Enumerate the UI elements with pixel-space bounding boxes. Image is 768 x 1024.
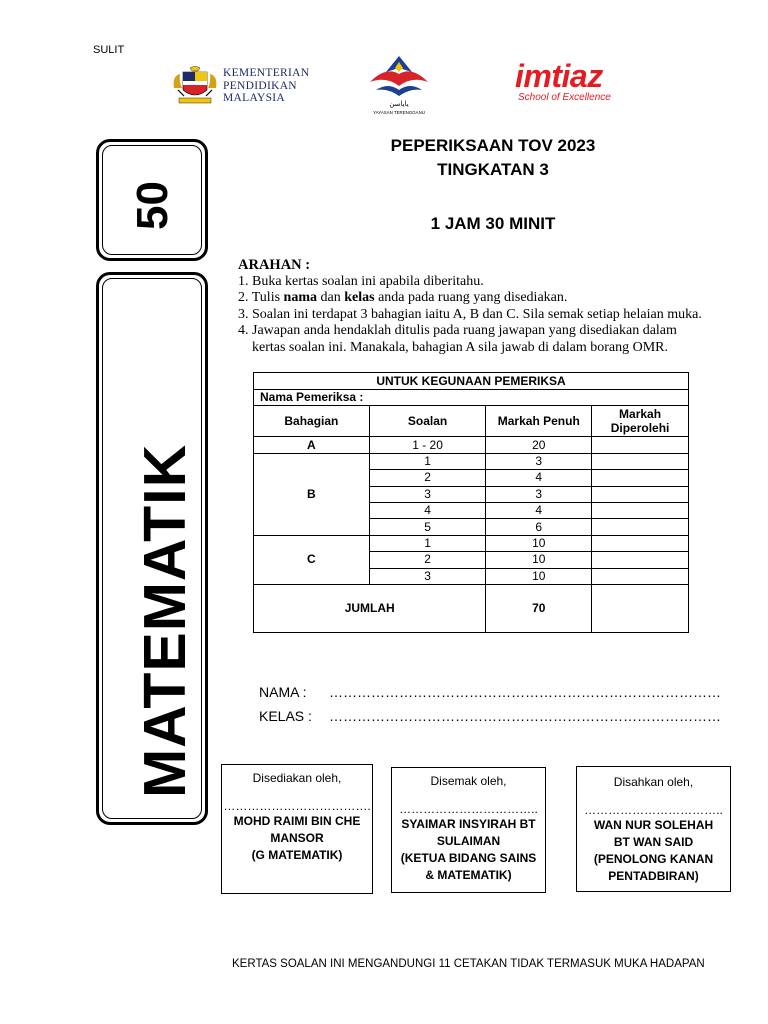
marks-cell: 6 xyxy=(486,519,592,535)
form-title: TINGKATAN 3 xyxy=(437,160,549,179)
obtained-cell[interactable] xyxy=(592,437,689,453)
col-header: Bahagian xyxy=(254,406,370,437)
bold-kelas: kelas xyxy=(344,290,375,306)
paper-code: 50 xyxy=(128,181,177,230)
instructions-title: ARAHAN : xyxy=(238,257,311,273)
question-cell: 1 xyxy=(369,535,486,551)
table-title: UNTUK KEGUNAAN PEMERIKSA xyxy=(254,373,689,390)
nama-line[interactable]: ………………………………………………………………………… xyxy=(329,684,721,700)
examiner-name-field[interactable]: Nama Pemeriksa : xyxy=(254,390,689,406)
obtained-cell[interactable] xyxy=(592,535,689,551)
obtained-cell[interactable] xyxy=(592,502,689,518)
kpm-line: MALAYSIA xyxy=(223,92,286,104)
total-row xyxy=(254,584,689,632)
prepared-by-box xyxy=(221,764,373,894)
kpm-crest-logo xyxy=(170,66,220,106)
subject-title: MATEMATIK xyxy=(132,443,198,798)
question-cell: 4 xyxy=(369,502,486,518)
total-label: JUMLAH xyxy=(254,584,486,632)
sig-role: Disemak oleh, xyxy=(430,774,507,788)
marks-cell: 3 xyxy=(486,453,592,469)
question-cell: 1 xyxy=(369,453,486,469)
svg-text:ﻳﺎﻳﺎﺳﻦ: ﻳﺎﻳﺎﺳﻦ xyxy=(389,100,409,108)
imtiaz-wordmark: imtiaz xyxy=(515,58,603,94)
exam-duration: 1 JAM 30 MINIT xyxy=(430,214,556,233)
table-row xyxy=(254,437,689,453)
nama-row[interactable] xyxy=(259,680,721,704)
sig-name-line: & MATEMATIK) xyxy=(425,868,512,882)
table-row xyxy=(254,535,689,551)
instruction-item: 2. Tulis nama dan kelas anda pada ruang yang disediakan. xyxy=(238,290,568,306)
total-obtained-cell[interactable] xyxy=(592,584,689,632)
marks-cell: 10 xyxy=(486,568,592,584)
sig-name-line: (KETUA BIDANG SAINS xyxy=(400,851,537,865)
sig-name-line: SULAIMAN xyxy=(436,834,501,848)
sig-name-line: WAN NUR SOLEHAH xyxy=(593,818,714,832)
imtiaz-tagline: School of Excellence xyxy=(518,92,611,103)
instructions xyxy=(238,257,702,357)
question-cell: 2 xyxy=(369,470,486,486)
obtained-cell[interactable] xyxy=(592,552,689,568)
col-header: Markah Penuh xyxy=(486,406,592,437)
instruction-item: 1. Buka kertas soalan ini apabila diberitahu. xyxy=(238,273,484,289)
marks-cell: 3 xyxy=(486,486,592,502)
sig-line: …………………………….. xyxy=(399,802,538,816)
sig-name-line: BT WAN SAID xyxy=(613,835,694,849)
marks-cell: 10 xyxy=(486,552,592,568)
kpm-line: KEMENTERIAN xyxy=(223,67,310,79)
section-label: C xyxy=(254,535,370,584)
table-row xyxy=(254,453,689,469)
instruction-item: kertas soalan ini. Manakala, bahagian A sila jawab di dalam borang OMR. xyxy=(252,339,669,355)
obtained-cell[interactable] xyxy=(592,486,689,502)
sig-name-line: (PENOLONG KANAN xyxy=(593,852,714,866)
sig-name-line: SYAIMAR INSYIRAH BT xyxy=(401,817,536,831)
question-cell: 3 xyxy=(369,486,486,502)
page-footer: KERTAS SOALAN INI MENGANDUNGI 11 CETAKAN TIDAK TERMASUK MUKA HADAPAN xyxy=(232,958,705,970)
sig-name-line: (G MATEMATIK) xyxy=(251,848,343,862)
question-cell: 3 xyxy=(369,568,486,584)
section-label: A xyxy=(254,437,370,453)
col-header: Soalan xyxy=(369,406,486,437)
sig-name-line: MOHD RAIMI BIN CHE xyxy=(233,814,361,828)
marks-cell: 20 xyxy=(486,437,592,453)
imtiaz-logo xyxy=(515,60,625,110)
sig-name-line: MANSOR xyxy=(270,831,324,845)
marks-cell: 4 xyxy=(486,502,592,518)
col-header: Markah Diperolehi xyxy=(592,406,689,437)
question-cell: 2 xyxy=(369,552,486,568)
sig-role: Disediakan oleh, xyxy=(252,771,342,785)
yt-caption: YAYASAN TERENGGANU xyxy=(373,110,425,115)
sig-line: ………………………………. xyxy=(223,799,371,813)
section-label: B xyxy=(254,453,370,535)
sig-name-line: PENTADBIRAN) xyxy=(608,869,699,883)
obtained-cell[interactable] xyxy=(592,519,689,535)
obtained-cell[interactable] xyxy=(592,568,689,584)
kpm-logo-text xyxy=(223,67,309,105)
marks-cell: 10 xyxy=(486,535,592,551)
kpm-line: PENDIDIKAN xyxy=(223,79,297,92)
student-fields xyxy=(259,680,721,728)
question-cell: 5 xyxy=(369,519,486,535)
question-cell: 1 - 20 xyxy=(369,437,486,453)
kelas-line[interactable]: ………………………………………………………………………… xyxy=(329,708,721,724)
sig-line: …………………………….. xyxy=(584,803,723,817)
classification-label: SULIT xyxy=(93,44,125,56)
examiner-score-table xyxy=(253,372,689,633)
checked-by-box xyxy=(391,767,546,893)
exam-title: PEPERIKSAAN TOV 2023 xyxy=(390,136,596,155)
instruction-item: 4. Jawapan anda hendaklah ditulis pada ruang jawapan yang disediakan dalam xyxy=(238,323,677,339)
nama-label: NAMA : xyxy=(259,684,307,700)
obtained-cell[interactable] xyxy=(592,453,689,469)
approved-by-box xyxy=(576,766,731,892)
instruction-item: 3. Soalan ini terdapat 3 bahagian iaitu A, B dan C. Sila semak setiap helaian muka. xyxy=(238,306,702,322)
yayasan-terengganu-logo xyxy=(366,52,432,116)
total-value: 70 xyxy=(486,584,592,632)
bold-nama: nama xyxy=(283,290,317,306)
kelas-row[interactable] xyxy=(259,704,721,728)
kelas-label: KELAS : xyxy=(259,708,312,724)
obtained-cell[interactable] xyxy=(592,470,689,486)
marks-cell: 4 xyxy=(486,470,592,486)
sig-role: Disahkan oleh, xyxy=(613,775,694,789)
